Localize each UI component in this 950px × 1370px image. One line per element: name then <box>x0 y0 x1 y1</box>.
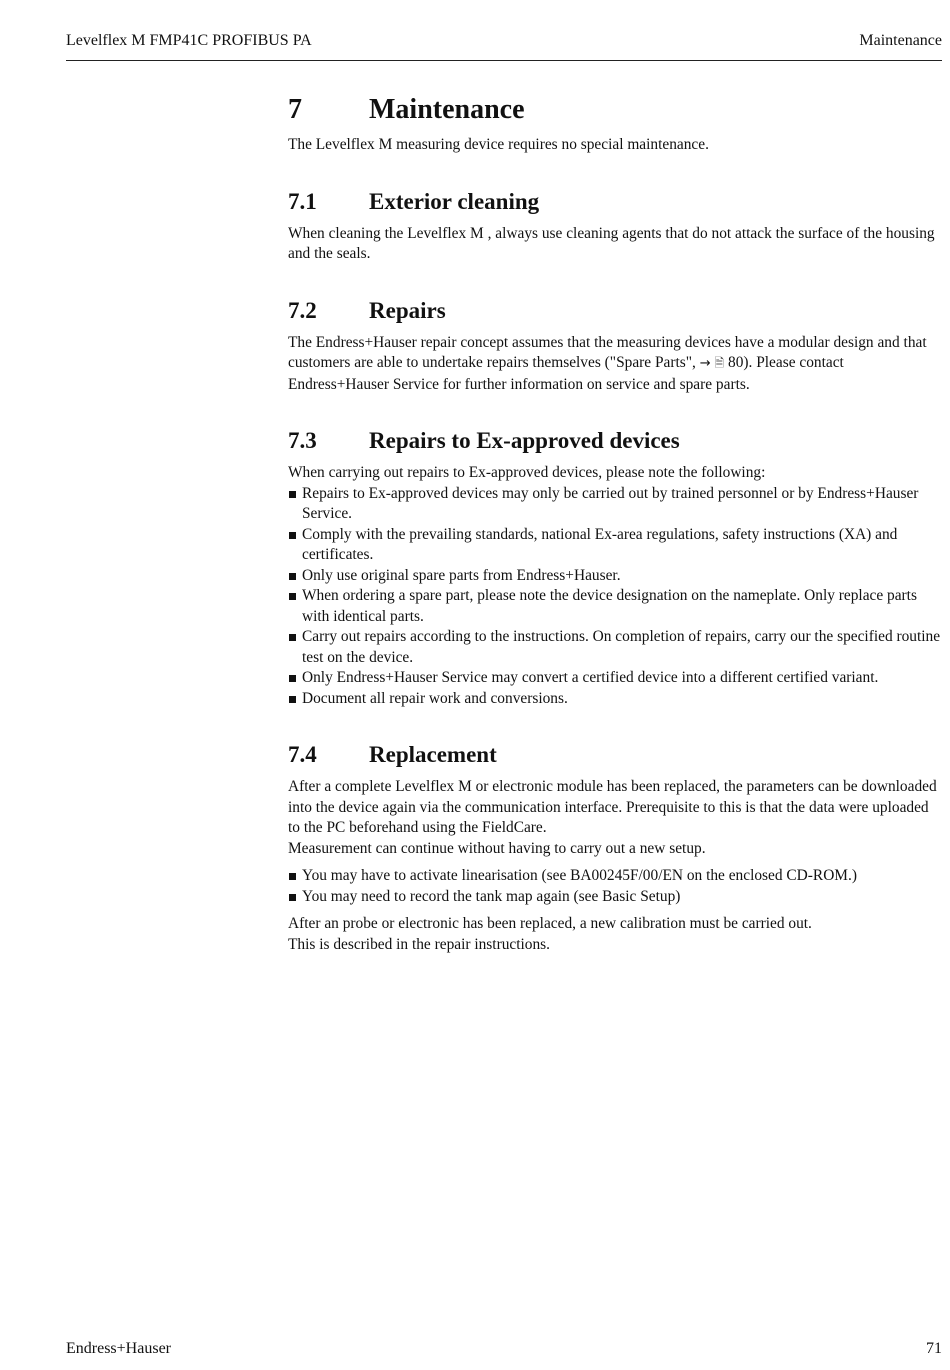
section-title: Repairs to Ex-approved devices <box>369 428 680 453</box>
section-heading-7-2 <box>288 296 942 326</box>
page-content <box>288 92 942 955</box>
list-item: Carry out repairs according to the instructions. On completion of repairs, carry our the specified routine test on the device. <box>288 627 942 668</box>
section-7-4-para2: After an probe or electronic has been replaced, a new calibration must be carried out. <box>288 915 812 932</box>
list-item: You may need to record the tank map again (see Basic Setup) <box>288 887 942 908</box>
chapter-number: 7 <box>288 94 302 125</box>
replacement-notes-list <box>288 866 942 907</box>
section-7-4-para2b: This is described in the repair instructions. <box>288 935 551 953</box>
section-heading-7-1 <box>288 187 942 217</box>
section-7-2-text <box>288 333 942 396</box>
list-item: You may have to activate linearisation (see BA00245F/00/EN on the enclosed CD-ROM.) <box>288 866 942 887</box>
section-7-3-intro: When carrying out repairs to Ex-approved devices, please note the following: <box>288 464 766 481</box>
section-number: 7.1 <box>288 188 317 214</box>
list-item: When ordering a spare part, please note the device designation on the nameplate. Only replace parts with identical parts. <box>288 586 942 627</box>
section-title: Exterior cleaning <box>369 188 540 214</box>
section-title: Repairs <box>369 297 446 323</box>
list-item: Repairs to Ex-approved devices may only be carried out by trained personnel or by Endress+Hauser Service. <box>288 484 942 525</box>
header-chapter-name: Maintenance <box>859 32 942 49</box>
page-reference-icon: 🗎 <box>714 356 725 370</box>
list-item: Document all repair work and conversions. <box>288 689 942 710</box>
section-heading-7-4 <box>288 740 942 770</box>
section-7-4-para1: After a complete Levelflex M or electronic module has been replaced, the parameters can be downloaded into the device again via the communication interface. Prerequisite to this is that the data were uploaded to the PC beforehand using the FieldCare. <box>288 778 937 836</box>
header-product-name: Levelflex M FMP41C PROFIBUS PA <box>66 32 312 49</box>
list-item: Only Endress+Hauser Service may convert a certified device into a different certified variant. <box>288 668 942 689</box>
chapter-intro: The Levelflex M measuring device requires no special maintenance. <box>288 136 709 153</box>
list-item: Comply with the prevailing standards, national Ex-area regulations, safety instructions (XA) and certificates. <box>288 525 942 566</box>
section-heading-7-3 <box>288 426 942 456</box>
chapter-heading <box>288 92 942 128</box>
section-number: 7.3 <box>288 428 317 453</box>
footer-company: Endress+Hauser <box>66 1340 171 1357</box>
list-item: Only use original spare parts from Endress+Hauser. <box>288 566 942 587</box>
section-number: 7.2 <box>288 297 317 323</box>
section-title: Replacement <box>369 742 497 767</box>
text-part: The Endress+Hauser repair concept assumes that the measuring devices have a modular design and that customers are able to undertake repairs themselves ("Spare Parts", <box>288 333 927 371</box>
section-number: 7.4 <box>288 742 317 767</box>
ex-repair-rules-list <box>288 484 942 710</box>
page-header <box>66 30 942 61</box>
page-number: 71 <box>926 1340 942 1357</box>
section-7-1-text: When cleaning the Levelflex M , always use cleaning agents that do not attack the surface of the housing and the seals. <box>288 224 935 262</box>
arrow-right-icon: → <box>699 356 711 371</box>
section-7-4-para1b: Measurement can continue without having to carry out a new setup. <box>288 839 706 857</box>
text-part: 80). Please contact Endress+Hauser Service for further information on service and spare parts. <box>288 354 844 393</box>
chapter-title: Maintenance <box>369 94 525 125</box>
